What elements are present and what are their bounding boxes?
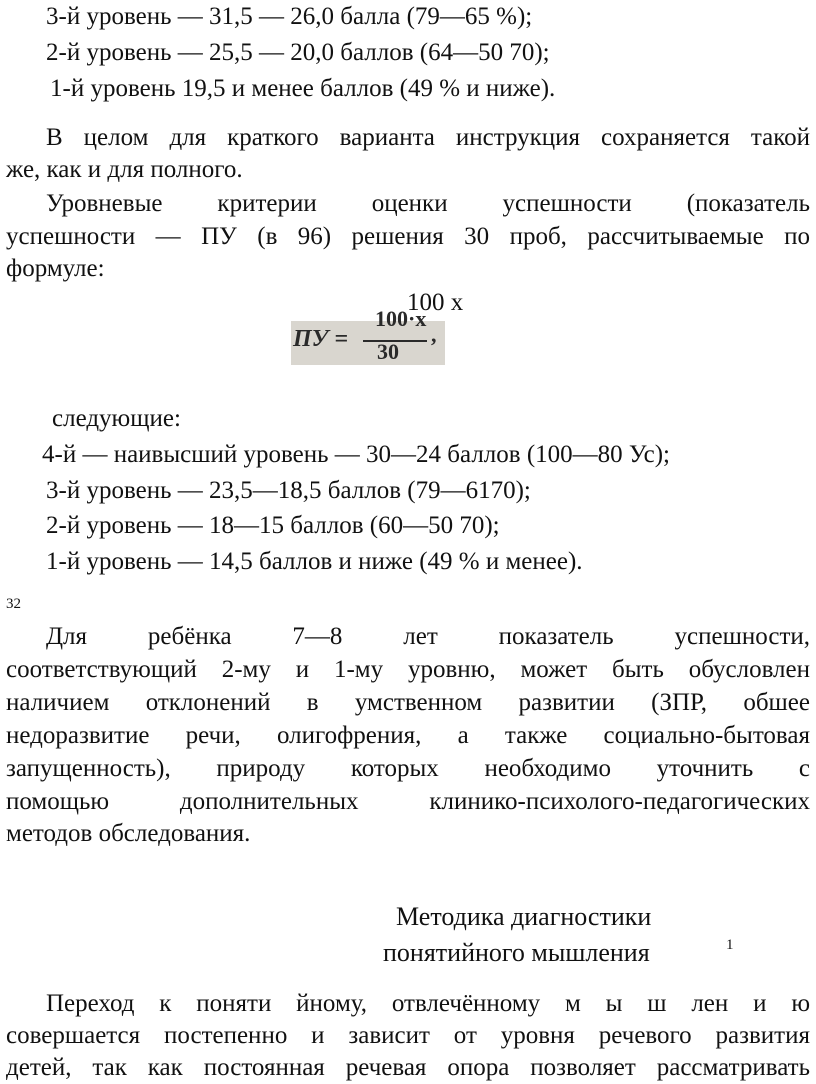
paragraph-line: совершается постепенно и зависит от уровня речевого развития [6,1022,810,1049]
paragraph-line: В целом для краткого варианта инструкция сохраняется такой [46,124,810,151]
formula-lhs: ПУ = [293,326,349,352]
paragraph-line: же, как и для полного. [6,156,243,183]
paragraph-line: помощью дополнительных клинико-психолого-педагогических [6,788,810,815]
level-line: 2-й уровень — 25,5 — 20,0 баллов (64—50 70); [46,39,550,66]
following-label: следующие: [52,405,181,432]
formula-comma: , [431,322,437,347]
level-line: 2-й уровень — 18—15 баллов (60—50 70); [46,512,500,539]
paragraph-line: Уровневые критерии оценки успешности (показатель [46,190,810,217]
paragraph-line: Для ребёнка 7—8 лет показатель успешности, [46,623,810,650]
level-line: 3-й уровень — 23,5—18,5 баллов (79—6170); [46,477,531,504]
formula-numerator-text: 100 х [407,289,464,316]
page-number: 32 [6,596,21,612]
paragraph-line: успешности — ПУ (в 96) решения 30 проб, рассчитываемые по [6,223,810,250]
paragraph-line: методов обследования. [6,820,251,847]
paragraph-line: наличием отклонений в умственном развитии (ЗПР, обшее [6,689,810,716]
section-heading-line1: Методика диагностики [396,902,652,931]
level-line: 1-й уровень 19,5 и менее баллов (49 % и ниже). [50,75,556,102]
footnote-mark: 1 [726,937,734,953]
level-line: 1-й уровень — 14,5 баллов и ниже (49 % и менее). [46,548,583,575]
paragraph-line: недоразвитие речи, олигофрения, а также социально-бытовая [6,722,810,749]
section-heading-line2: понятийного мышления [383,938,650,967]
paragraph-line: соответствующий 2-му и 1-му уровню, может быть обусловлен [6,656,810,683]
paragraph-line: детей, так как постоянная речевая опора позволяет рассматривать [6,1054,810,1081]
level-line: 4-й — наивысший уровень — 30—24 баллов (100—80 Ус); [42,441,670,468]
paragraph-line: запущенность), природу которых необходимо уточнить с [6,755,810,782]
formula-numerator-cut: 100·х [375,306,427,331]
paragraph-line: Переход к поняти йному, отвлечённому м ы ш лен и ю [46,990,810,1017]
level-line: 3-й уровень — 31,5 — 26,0 балла (79—65 %); [46,3,533,30]
formula-image [291,306,445,365]
formula-denominator: 30 [377,339,399,364]
paragraph-line: формуле: [6,255,105,282]
